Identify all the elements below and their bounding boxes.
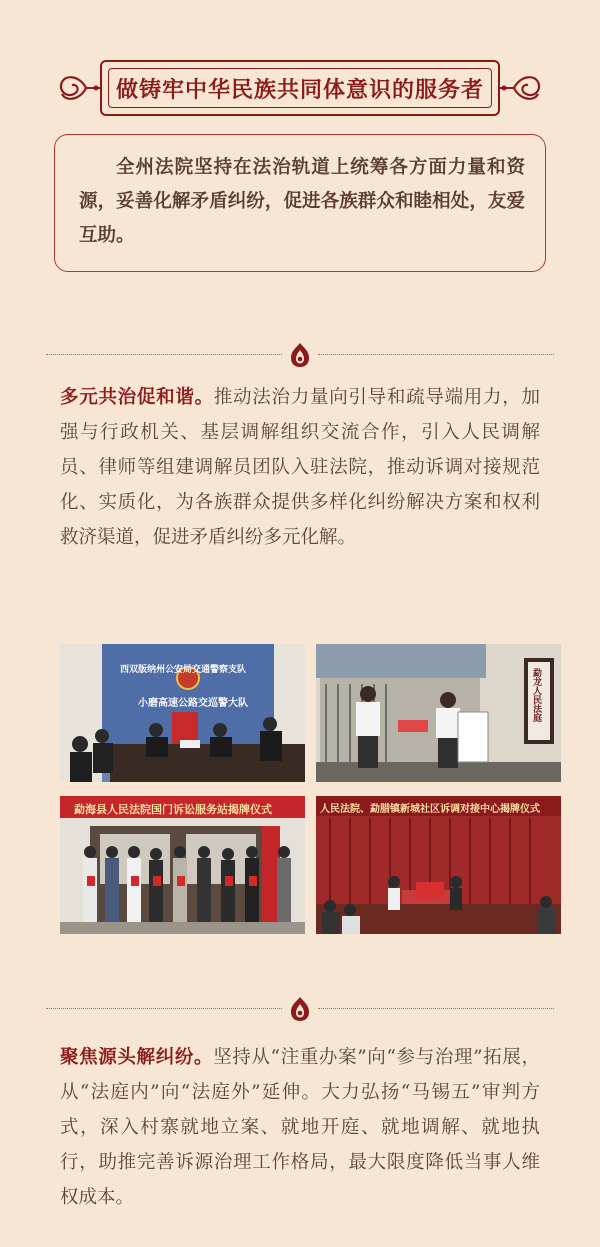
photo1-sign-line1: 西双版纳州公安局交通警察支队 <box>120 665 247 675</box>
cloud-ornament-right-icon <box>498 68 544 108</box>
section-divider <box>46 996 554 1022</box>
photo-plaque-handover <box>316 644 561 782</box>
section2-paragraph <box>60 1040 540 1215</box>
photo4-banner-text: 人民法院、勐腊镇新城社区诉调对接中心揭牌仪式 <box>320 804 540 815</box>
photo-traffic-police-signing <box>60 644 305 782</box>
flame-ornament-icon <box>289 996 311 1022</box>
photo-mediation-center-unveiling <box>316 796 561 934</box>
section1-lead: 多元共治促和谐。 <box>60 387 214 408</box>
section2-body: 坚持从“注重办案”向“参与治理”拓展，从“法庭内”向“法庭外”延伸。大力弘扬“马锡五”审判方式，深入村寨就地立案、就地开庭、就地调解、就地执行，助推完善诉源治理工作格局，最大限度降低当事人维权成本。 <box>60 1047 540 1208</box>
section1-body: 推动法治力量向引导和疏导端用力，加强与行政机关、基层调解组织交流合作，引入人民调解员、律师等组建调解员团队入驻法院，推动诉调对接规范化、实质化，为各族群众提供多样化纠纷解决方案和权利救济渠道，促进矛盾纠纷多元化解。 <box>60 387 540 548</box>
photo1-sign-line2: 小磨高速公路交巡警大队 <box>138 698 248 709</box>
banner-frame <box>100 60 500 116</box>
flame-ornament-icon <box>289 342 311 368</box>
photo3-banner-text: 勐海县人民法院国门诉讼服务站揭牌仪式 <box>74 803 272 816</box>
section1-paragraph <box>60 380 540 555</box>
intro-text: 全州法院坚持在法治轨道上统筹各方面力量和资源，妥善化解矛盾纠纷，促进各族群众和睦相处，友爱互助。 <box>79 157 525 246</box>
cloud-ornament-left-icon <box>56 68 102 108</box>
section-title: 做铸牢中华民族共同体意识的服务者 <box>115 77 484 103</box>
section-banner <box>56 60 544 116</box>
photo2-plaque-text: 勐龙人民法庭 <box>531 668 541 722</box>
photo-litigation-station-unveiling <box>60 796 305 934</box>
intro-box <box>54 134 546 272</box>
section2-lead: 聚焦源头解纠纷。 <box>60 1047 214 1068</box>
section-divider <box>46 342 554 368</box>
